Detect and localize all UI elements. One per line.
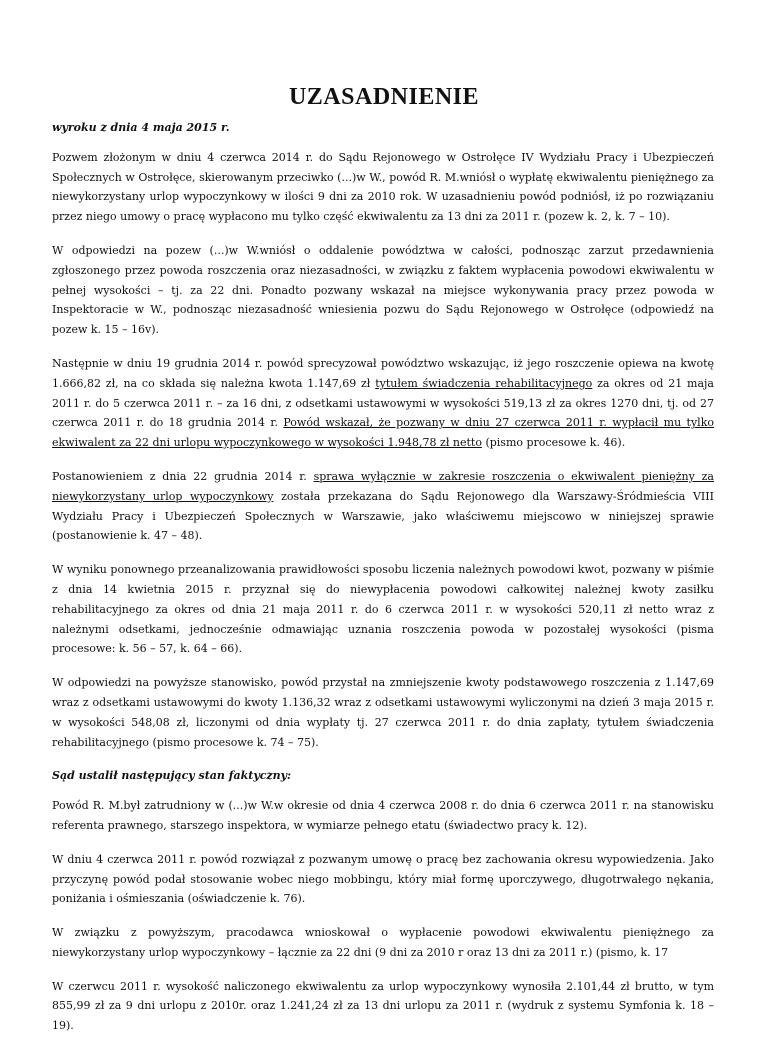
document-title: UZASADNIENIE	[288, 84, 480, 110]
paragraph-2: W odpowiedzi na pozew (...)w W.wniósł o oddalenie powództwa w całości, podnosząc zarzut przedawnienia zgłoszonego przez powoda roszczenia oraz niezasadności, w związku z faktem wypłacenia powodowi ekwiwalentu w pełnej wysokości – tj. za 22 dni. Ponadto pozwany wskazał na miejsce wykonywania pracy przez powoda w Inspektoracie w W., podnosząc niezasadność wniesienia pozwu do Sądu Rejonowego w Ostrołęce (odpowiedź na pozew k. 15 – 16v).	[52, 243, 714, 337]
section-heading: Sąd ustalił następujący stan faktyczny:	[52, 769, 292, 783]
paragraph-8: W dniu 4 czerwca 2011 r. powód rozwiązał z pozwanym umowę o pracę bez zachowania okresu wypowiedzenia. Jako przyczynę powód podał stosowanie wobec niego mobbingu, który miał formę uporczywego, długotrwałego nękania, poniżania i ośmieszania (oświadczenie k. 76).	[52, 852, 714, 906]
paragraph-3-underlined-2: Powód wskazał, że pozwany w dniu 27 czerwca 2011 r. wypłacił mu tylko ekwiwalent za 22 dni urlopu wypoczynkowego w wysokości 1.948,78 zł netto	[52, 416, 714, 450]
paragraph-4	[52, 467, 714, 546]
paragraph-3	[52, 354, 714, 453]
paragraph-5: W wyniku ponownego przeanalizowania prawidłowości sposobu liczenia należnych powodowi kwot, pozwany w piśmie z dnia 14 kwietnia 2015 r. przyznał się do niewypłacenia powodowi całkowitej należnej kwoty zasiłku rehabilitacyjnego za okres od dnia 21 maja 2011 r. do 6 czerwca 2011 r. w wysokości 520,11 zł netto wraz z należnymi odsetkami, jednocześnie odmawiając uznania roszczenia powoda w pozostałej wysokości (pisma procesowe: k. 56 – 57, k. 64 – 66).	[52, 563, 714, 656]
paragraph-3-underlined-1: tytułem świadczenia rehabilitacyjnego	[375, 376, 593, 390]
paragraph-10: W czerwcu 2011 r. wysokość naliczonego ekwiwalentu za urlop wypoczynkowy wynosiła 2.101,44 zł brutto, w tym 855,99 zł za 9 dni urlopu z 2010r. oraz 1.241,24 zł za 13 dni urlopu za 2011 r. (wydruk z systemu Symfonia k. 18 – 19).	[52, 979, 714, 1033]
paragraph-3-text-a: Następnie w dniu 19 grudnia 2014 r. powód sprecyzował powództwo wskazując, iż jego roszczenie opiewa na kwotę 1.666,82 zł, na co składa się należna kwota 1.147,69 zł	[52, 356, 714, 390]
paragraph-4-underlined-1: sprawa wyłącznie w zakresie roszczenia o ekwiwalent pieniężny za niewykorzystany urlop wypoczynkowy	[52, 469, 714, 503]
document-body	[52, 118, 714, 1050]
paragraph-4-text-b: została przekazana do Sądu Rejonowego dla Warszawy-Śródmieścia VIII Wydziału Pracy i Ubezpieczeń Społecznych w Warszawie, jako właściwemu miejscowo w niniejszej sprawie (postanowienie k. 47 – 48).	[52, 489, 714, 543]
document-subtitle: wyroku z dnia 4 maja 2015 r.	[52, 121, 230, 134]
paragraph-6: W odpowiedzi na powyższe stanowisko, powód przystał na zmniejszenie kwoty podstawowego roszczenia z 1.147,69 wraz z odsetkami ustawowymi do kwoty 1.136,32 wraz z odsetkami ustawowymi wyliczonymi na dzień 3 maja 2015 r. w wysokości 548,08 zł, liczonymi od dnia wypłaty tj. 27 czerwca 2011 r. do dnia zapłaty, tytułem świadczenia rehabilitacyjnego (pismo procesowe k. 74 – 75).	[52, 676, 714, 749]
paragraph-7: Powód R. M.był zatrudniony w (...)w W.w okresie od dnia 4 czerwca 2008 r. do dnia 6 czerwca 2011 r. na stanowisku referenta prawnego, starszego inspektora, w wymiarze pełnego etatu (świadectwo pracy k. 12).	[52, 799, 714, 832]
paragraph-1: Pozwem złożonym w dniu 4 czerwca 2014 r. do Sądu Rejonowego w Ostrołęce IV Wydziału Pracy i Ubezpieczeń Społecznych w Ostrołęce, skierowanym przeciwko (...)w W., powód R. M.wniósł o wypłatę ekwiwalentu pieniężnego za niewykorzystany urlop wypoczynkowy w ilości 9 dni za 2010 rok. W uzasadnieniu powód podniósł, iż po rozwiązaniu przez niego umowy o pracę wypłacono mu tylko część ekwiwalentu za 13 dni za 2011 r. (pozew k. 2, k. 7 – 10).	[52, 150, 714, 224]
paragraph-4-text-a: Postanowieniem z dnia 22 grudnia 2014 r.	[52, 469, 314, 483]
paragraph-3-text-b: za okres od 21 maja 2011 r. do 5 czerwca 2011 r. – za 16 dni, z odsetkami ustawowymi w wysokości 519,13 zł za okres 1270 dni, tj. od 27 czerwca 2011 r. do 18 grudnia 2014 r.	[52, 376, 714, 430]
paragraph-3-text-c: (pismo procesowe k. 46).	[481, 436, 626, 450]
paragraph-9: W związku z powyższym, pracodawca wnioskował o wypłacenie powodowi ekwiwalentu pieniężnego za niewykorzystany urlop wypoczynkowy – łącznie za 22 dni (9 dni za 2010 r oraz 13 dni za 2011 r.) (pismo, k. 17	[52, 926, 714, 959]
